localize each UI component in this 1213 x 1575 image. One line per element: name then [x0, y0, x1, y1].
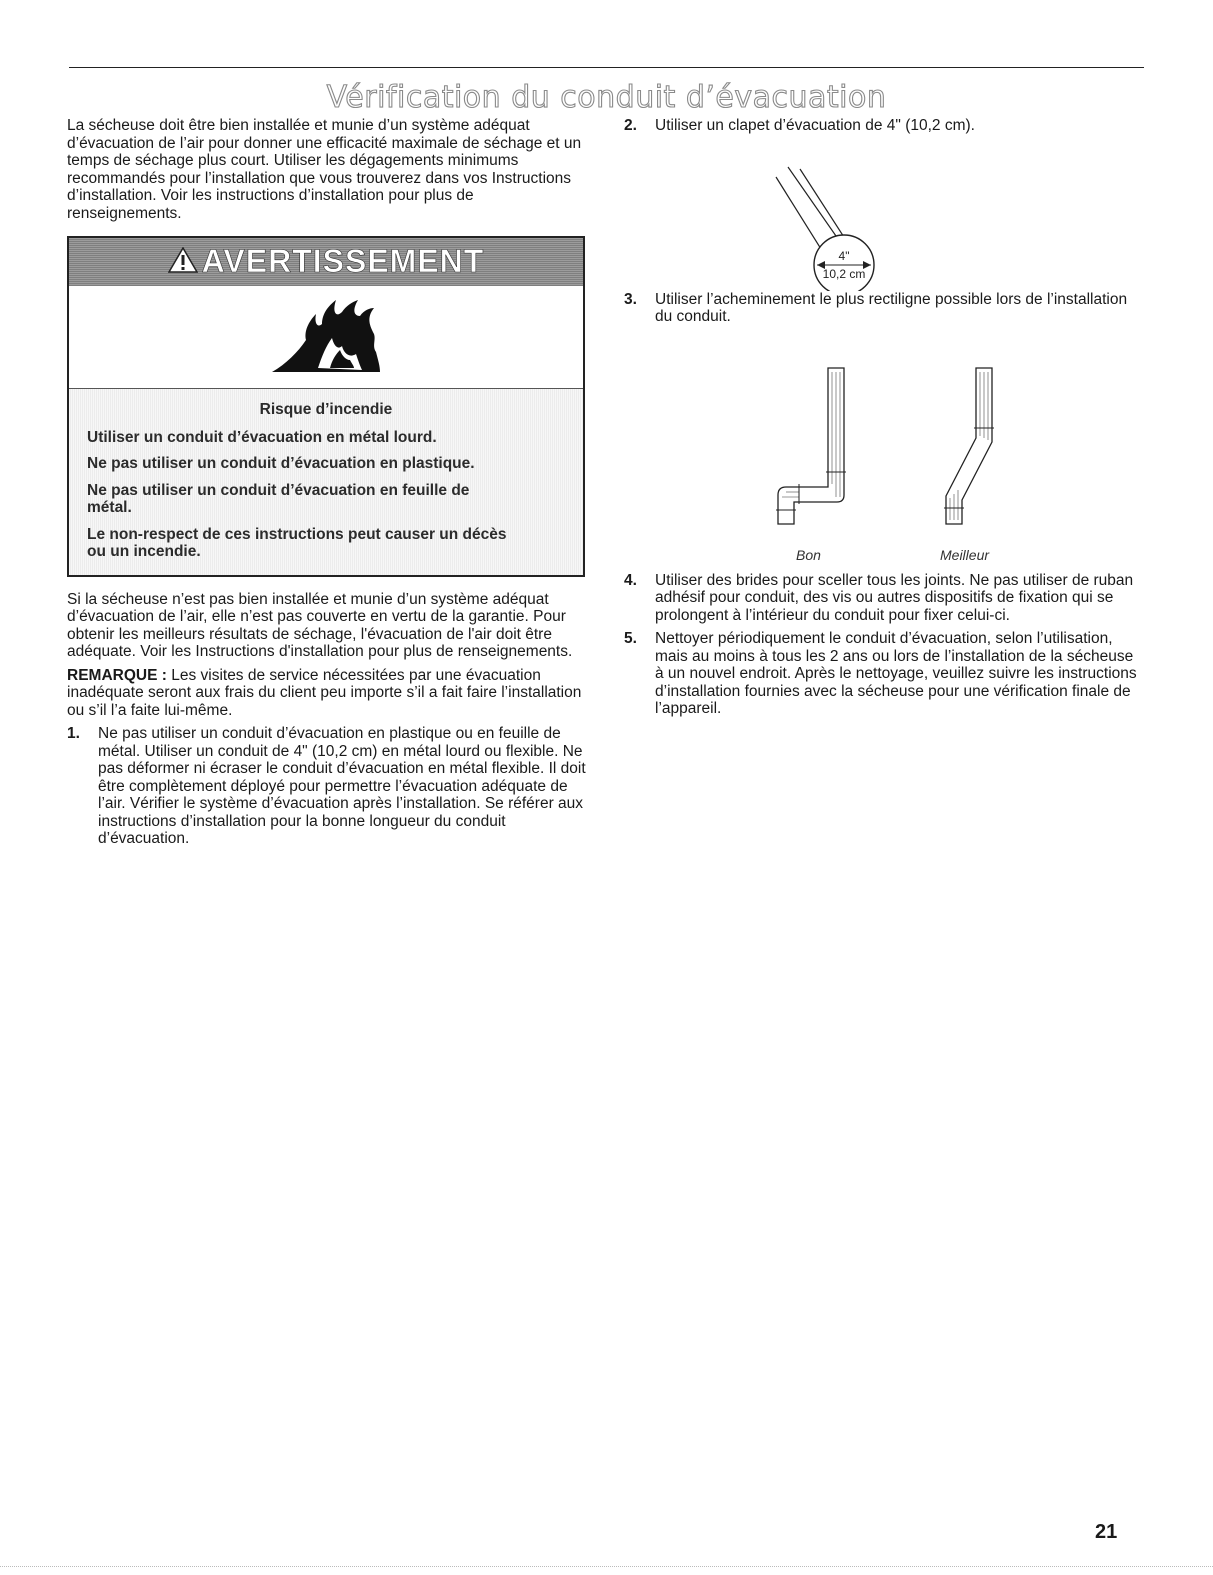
warning-banner	[69, 238, 583, 286]
list-item	[624, 117, 1144, 135]
step-number: 3.	[624, 290, 637, 308]
page-title: Vérification du conduit d’évacuation	[326, 80, 887, 115]
steps-right-top	[624, 117, 1144, 135]
step-text: Ne pas utiliser un conduit d’évacuation en plastique ou en feuille de métal. Utiliser un conduit de 4" (10,2 cm) en métal lourd ou flexible. Ne pas déformer ni écraser le conduit d’évacuation en métal flexible. Il doit être complètement déployé pour permettre l’évacuation adéquate de l’air. Vérifier le système d’évacuation après l’installation. Se référer aux instructions d’installation pour la bonne longueur du conduit d’évacuation.	[98, 725, 586, 847]
damper-label-inches: 4"	[838, 248, 850, 263]
page-number: 21	[1095, 1521, 1118, 1543]
step-text: Utiliser l’acheminement le plus rectiligne possible lors de l’installation du conduit.	[655, 290, 1128, 325]
caption-better: Meilleur	[940, 546, 990, 563]
vent-hood-icon	[624, 141, 1144, 291]
damper-figure	[624, 141, 1144, 291]
duct-routing-figure	[624, 332, 1144, 572]
list-item	[624, 572, 1144, 625]
warranty-paragraph: Si la sécheuse n’est pas bien installée et munie d’un système adéquat d’évacuation de l’air, elle n’est pas couverte en vertu de la garantie. Pour obtenir les meilleurs résultats de séchage, l'évacuation de l'air doit être adéquate. Voir les Instructions d'installation pour plus de renseignements.	[67, 590, 573, 660]
warning-title: Risque d’incendie	[259, 401, 393, 418]
remark-text: Les visites de service nécessitées par une évacuation inadéquate seront aux frais du client peu importe s’il a fait faire l’installation ou s’il l’a faite lui-même.	[67, 666, 582, 719]
steps-right-bottom	[624, 572, 1144, 718]
warning-illustration	[69, 286, 583, 389]
warning-line: Le non-respect de ces instructions peut causer un décès ou un incendie.	[87, 525, 507, 560]
step-number: 2.	[624, 117, 637, 134]
remark-label: REMARQUE :	[67, 666, 167, 684]
warning-text	[69, 389, 583, 575]
damper-label-cm: 10,2 cm	[822, 266, 866, 281]
right-column	[624, 117, 1144, 724]
step-text: Nettoyer périodiquement le conduit d’évacuation, selon l’utilisation, mais au moins à tous les 2 ans ou lors de l’installation de la sécheuse à un nouvel endroit. Après le nettoyage, veuillez suivre les instructions d’installation fournies avec la sécheuse pour une vérification finale de l’appareil.	[655, 630, 1137, 717]
steps-left	[67, 725, 587, 848]
step-text: Utiliser un clapet d’évacuation de 4" (10,2 cm).	[655, 117, 975, 134]
list-item	[67, 725, 587, 848]
step-number: 5.	[624, 630, 637, 647]
left-column	[67, 117, 587, 854]
good-duct-icon	[776, 368, 846, 524]
warning-line: Utiliser un conduit d’évacuation en métal lourd.	[87, 428, 437, 446]
better-duct-icon	[944, 368, 994, 524]
warning-word: AVERTISSEMENT	[201, 243, 485, 280]
warning-box	[67, 236, 585, 577]
warning-line: Ne pas utiliser un conduit d’évacuation en plastique.	[87, 455, 475, 472]
fire-icon	[266, 294, 386, 381]
warning-line: Ne pas utiliser un conduit d’évacuation en feuille de métal.	[87, 481, 470, 516]
list-item	[624, 630, 1144, 718]
remark-paragraph	[67, 667, 587, 720]
step-text: Utiliser des brides pour sceller tous les joints. Ne pas utiliser de ruban adhésif pour conduit, des vis ou autres dispositifs de fixation qui se prolongent à l’intérieur du conduit pour fixer celui-ci.	[655, 571, 1134, 624]
step-number: 4.	[624, 571, 637, 589]
list-item	[624, 291, 1144, 326]
step-number: 1.	[67, 725, 80, 742]
intro-paragraph: La sécheuse doit être bien installée et munie d’un système adéquat d’évacuation de l’air pour donner une efficacité maximale de séchage et un temps de séchage plus court. Utiliser les dégagements minimums recommandés pour l’installation que vous trouverez dans vos Instructions d’installation. Voir les instructions d’installation pour plus de renseignements.	[67, 117, 582, 222]
steps-right-mid	[624, 291, 1144, 326]
bottom-rule	[0, 1566, 1213, 1567]
warning-triangle-icon	[168, 247, 198, 278]
caption-good: Bon	[796, 546, 821, 563]
top-rule	[69, 67, 1144, 68]
